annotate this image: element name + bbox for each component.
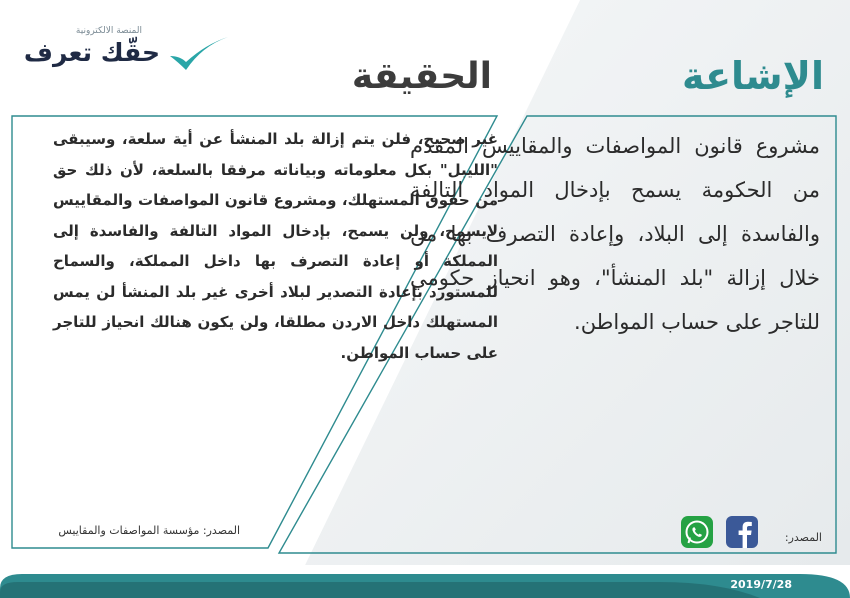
truth-text: غير صحيح، فلن يتم إزالة بلد المنشأ عن أية سلعة، وسيبقى "الليبل" بكل معلوماته وبياناته مرفقا بالسلعة، لأن ذلك حق من حقوق المستهلك، ومشروع قانون المواصفات والمقاييس لايسمح، ولن يسمح، بإدخال المواد التالفة والفاسدة إلى المملكة أو إعادة التصرف بها داخل المملكة، والسماح للمستورد بإعادة التصدير لبلاد أخرى غير بلد المنشأ لن يمس المستهلك داخل الاردن مطلقا، ولن يكون هنالك انحياز للتاجر على حساب المواطن. [53,130,498,362]
date: 2019/7/28 [730,578,792,591]
rumor-title: الإشاعة [682,54,824,98]
facebook-icon[interactable] [726,516,758,548]
whatsapp-icon[interactable] [681,516,713,548]
logo-subtitle: المنصة الالكترونية [75,26,142,36]
logo-name: حقّك تعرف [23,38,160,67]
truth-title: الحقيقة [351,56,492,97]
rumor-text: مشروع قانون المواصفات والمقاييس المقدم من الحكومة يسمح بإدخال المواد التالفة والفاسدة إلى البلاد، وإعادة التصرف بها من خلال إزالة "بلد المنشأ"، وهو انحياز حكومي للتاجر على حساب المواطن. [410,134,820,334]
rumor-source-label: المصدر: [784,531,822,544]
truth-source: المصدر: مؤسسة المواصفات والمقاييس [58,524,240,537]
check-icon [168,34,230,74]
